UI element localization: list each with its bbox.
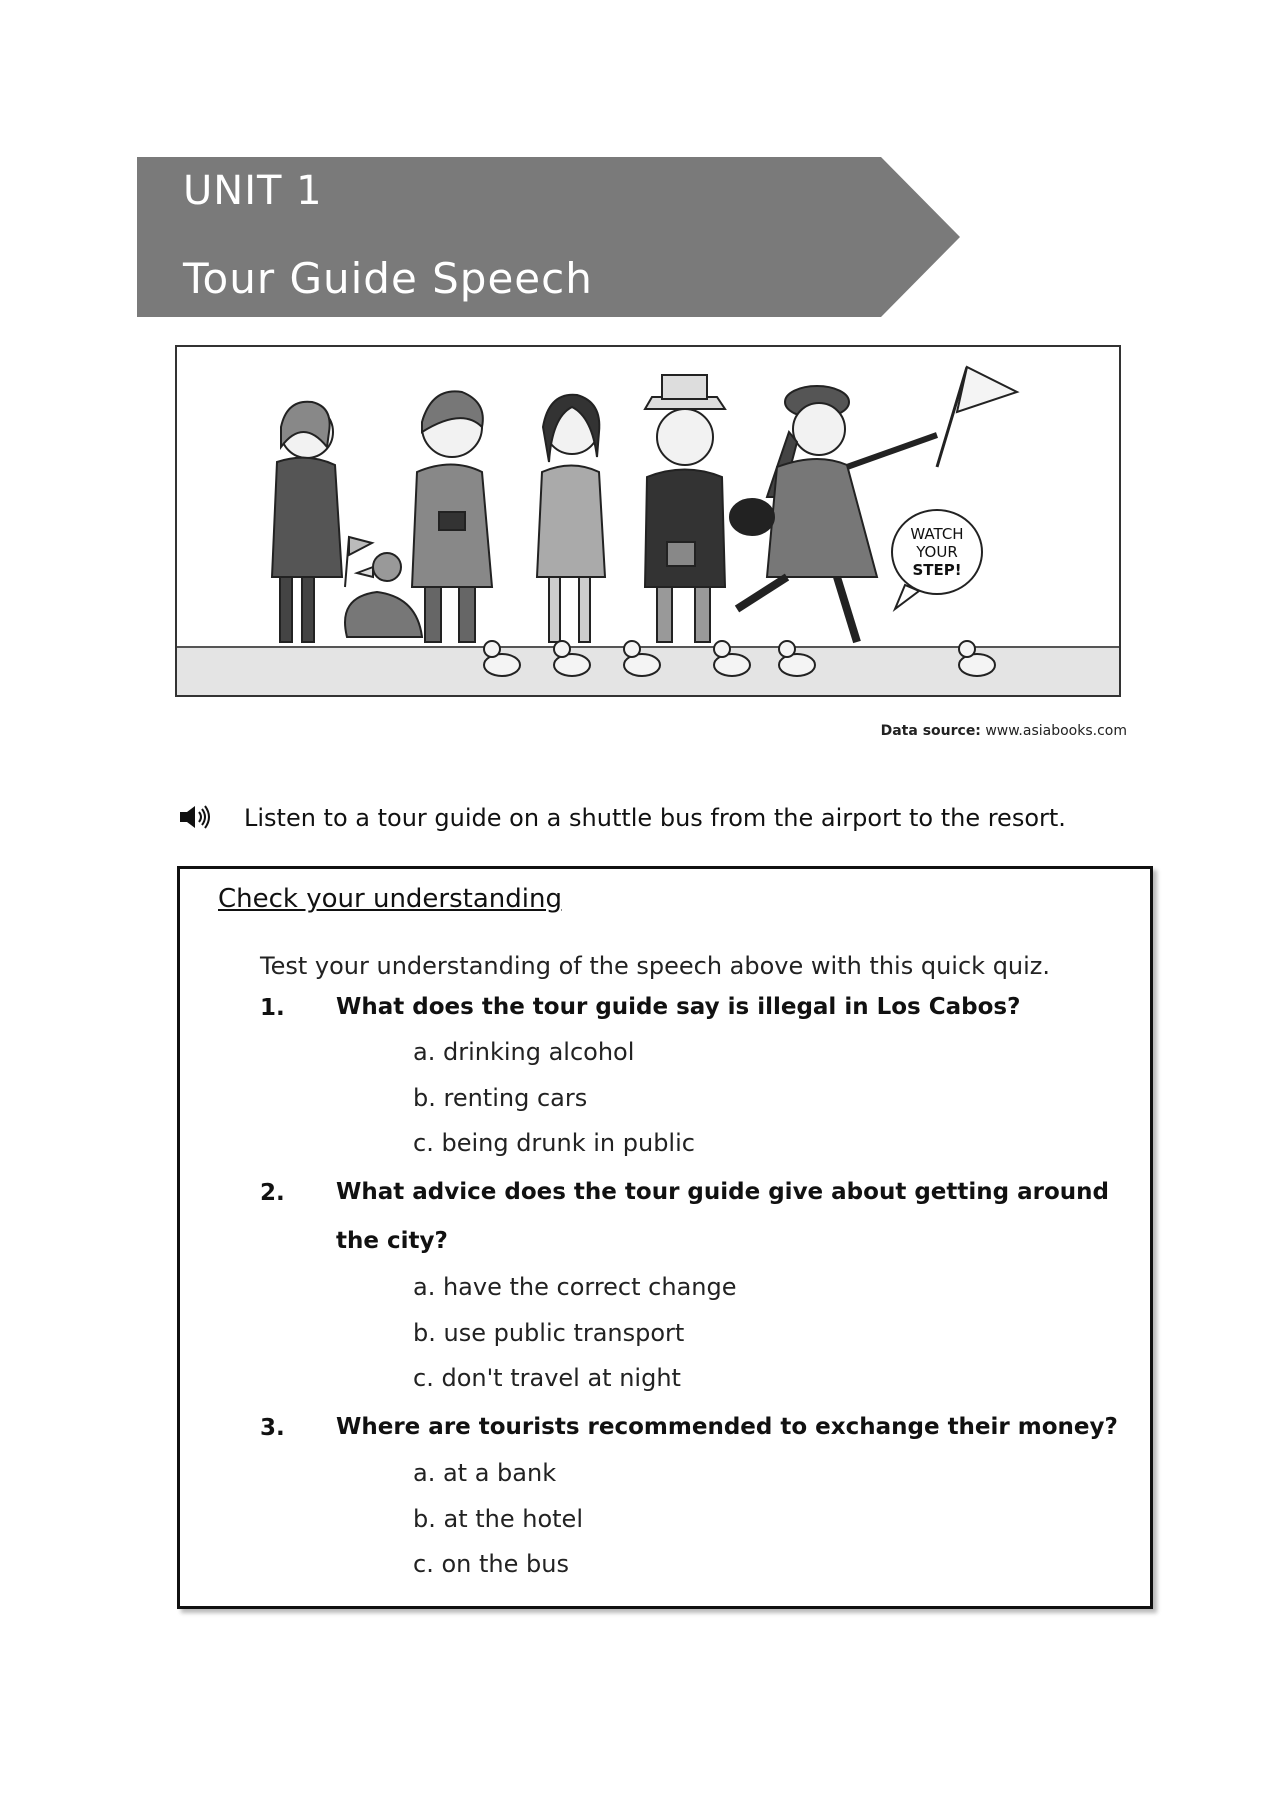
question-2-option-b[interactable]: b. use public transport	[413, 1319, 685, 1347]
question-3-text: Where are tourists recommended to exchange their money?	[336, 1414, 1118, 1440]
question-3-option-b[interactable]: b. at the hotel	[413, 1505, 583, 1533]
figure-tour-guide	[730, 367, 1017, 642]
figure-woman	[537, 395, 605, 642]
bubble-line-1: WATCH	[910, 525, 964, 543]
quiz-box	[177, 866, 1153, 1609]
quiz-heading: Check your understanding	[218, 884, 562, 914]
tour-group-drawing	[177, 347, 1119, 695]
unit-label: UNIT 1	[183, 168, 323, 214]
bubble-line-2: YOUR	[916, 543, 958, 561]
data-source-label: Data source:	[880, 723, 981, 739]
question-1-option-b[interactable]: b. renting cars	[413, 1084, 588, 1112]
bubble-line-3: STEP!	[912, 561, 962, 579]
listen-instruction	[178, 802, 1138, 836]
unit-title: Tour Guide Speech	[183, 254, 593, 303]
speaker-icon[interactable]	[178, 804, 212, 830]
question-3-option-a[interactable]: a. at a bank	[413, 1459, 557, 1487]
question-2-number: 2.	[260, 1180, 285, 1206]
data-source	[881, 723, 1127, 739]
question-1-number: 1.	[260, 995, 285, 1021]
question-1-text: What does the tour guide say is illegal in Los Cabos?	[336, 994, 1021, 1020]
data-source-url: www.asiabooks.com	[985, 723, 1127, 739]
figure-man-hat	[645, 375, 725, 642]
quiz-intro: Test your understanding of the speech above with this quick quiz.	[260, 952, 1051, 980]
question-1-option-a[interactable]: a. drinking alcohol	[413, 1038, 635, 1066]
question-2-text: What advice does the tour guide give about getting around the city?	[336, 1179, 1109, 1254]
question-3-option-c[interactable]: c. on the bus	[413, 1550, 569, 1578]
question-1-option-c[interactable]: c. being drunk in public	[413, 1129, 695, 1157]
figure-big-duck	[345, 537, 422, 637]
listen-text: Listen to a tour guide on a shuttle bus from the airport to the resort.	[244, 804, 1066, 832]
question-2-option-c[interactable]: c. don't travel at night	[413, 1364, 681, 1392]
figure-child	[272, 402, 342, 642]
cartoon-illustration	[175, 345, 1121, 697]
question-3-number: 3.	[260, 1415, 285, 1441]
question-2-option-a[interactable]: a. have the correct change	[413, 1273, 737, 1301]
figure-boy	[412, 391, 492, 642]
